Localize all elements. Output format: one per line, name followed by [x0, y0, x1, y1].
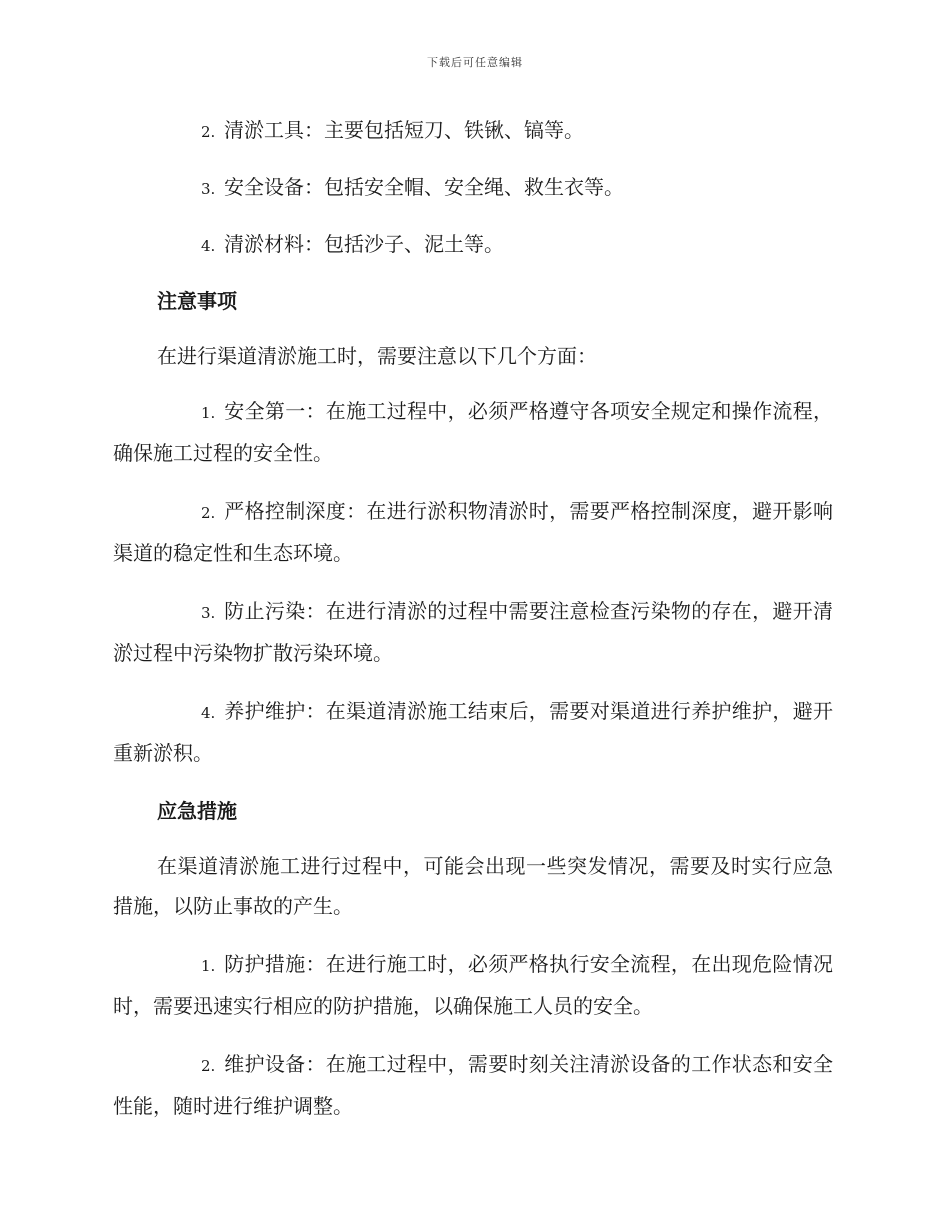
list-item — [113, 591, 833, 673]
list-text: 清淤工具：主要包括短刀、铁锹、镐等。 — [224, 118, 584, 142]
list-text: 清淤材料：包括沙子、泥土等。 — [224, 232, 504, 256]
list-number: 1. — [201, 957, 216, 975]
list-item — [113, 944, 833, 1026]
section-intro-emergency: 在渠道清淤施工进行过程中，可能会出现一些突发情况，需要及时实行应急措施，以防止事故的产生。 — [113, 854, 833, 918]
list-text: 防护措施：在进行施工时，必须严格执行安全流程，在出现危险情况时，需要迅速实行相应的防护措施，以确保施工人员的安全。 — [113, 952, 833, 1018]
list-text: 安全设备：包括安全帽、安全绳、救生衣等。 — [224, 175, 624, 199]
list-item — [113, 691, 833, 773]
section-heading-emergency: 应急措施 — [157, 799, 237, 823]
list-text: 严格控制深度：在进行淤积物清淤时，需要严格控制深度，避开影响渠道的稳定性和生态环境。 — [113, 499, 833, 565]
list-item — [113, 491, 833, 573]
list-number: 4. — [201, 237, 216, 255]
section-heading-notes: 注意事项 — [157, 289, 237, 313]
document-body — [113, 110, 833, 1126]
list-number: 2. — [201, 1057, 216, 1075]
list-number: 2. — [201, 123, 216, 141]
header-note: 下载后可任意编辑 — [427, 56, 523, 69]
list-number: 3. — [201, 180, 216, 198]
list-text: 养护维护：在渠道清淤施工结束后，需要对渠道进行养护维护，避开重新淤积。 — [113, 699, 833, 765]
list-item — [113, 167, 833, 209]
list-item — [113, 110, 833, 152]
list-number: 3. — [201, 604, 216, 622]
list-number: 4. — [201, 704, 216, 722]
list-number: 1. — [201, 404, 216, 422]
list-text: 维护设备：在施工过程中，需要时刻关注清淤设备的工作状态和安全性能，随时进行维护调整。 — [113, 1052, 833, 1118]
list-number: 2. — [201, 504, 216, 522]
list-text: 安全第一：在施工过程中，必须严格遵守各项安全规定和操作流程，确保施工过程的安全性。 — [113, 399, 833, 465]
list-text: 防止污染：在进行清淤的过程中需要注意检查污染物的存在，避开清淤过程中污染物扩散污染环境。 — [113, 599, 833, 665]
list-item — [113, 1044, 833, 1126]
section-intro-notes: 在进行渠道清淤施工时，需要注意以下几个方面： — [157, 344, 597, 368]
list-item — [113, 224, 833, 266]
list-item — [113, 391, 833, 473]
